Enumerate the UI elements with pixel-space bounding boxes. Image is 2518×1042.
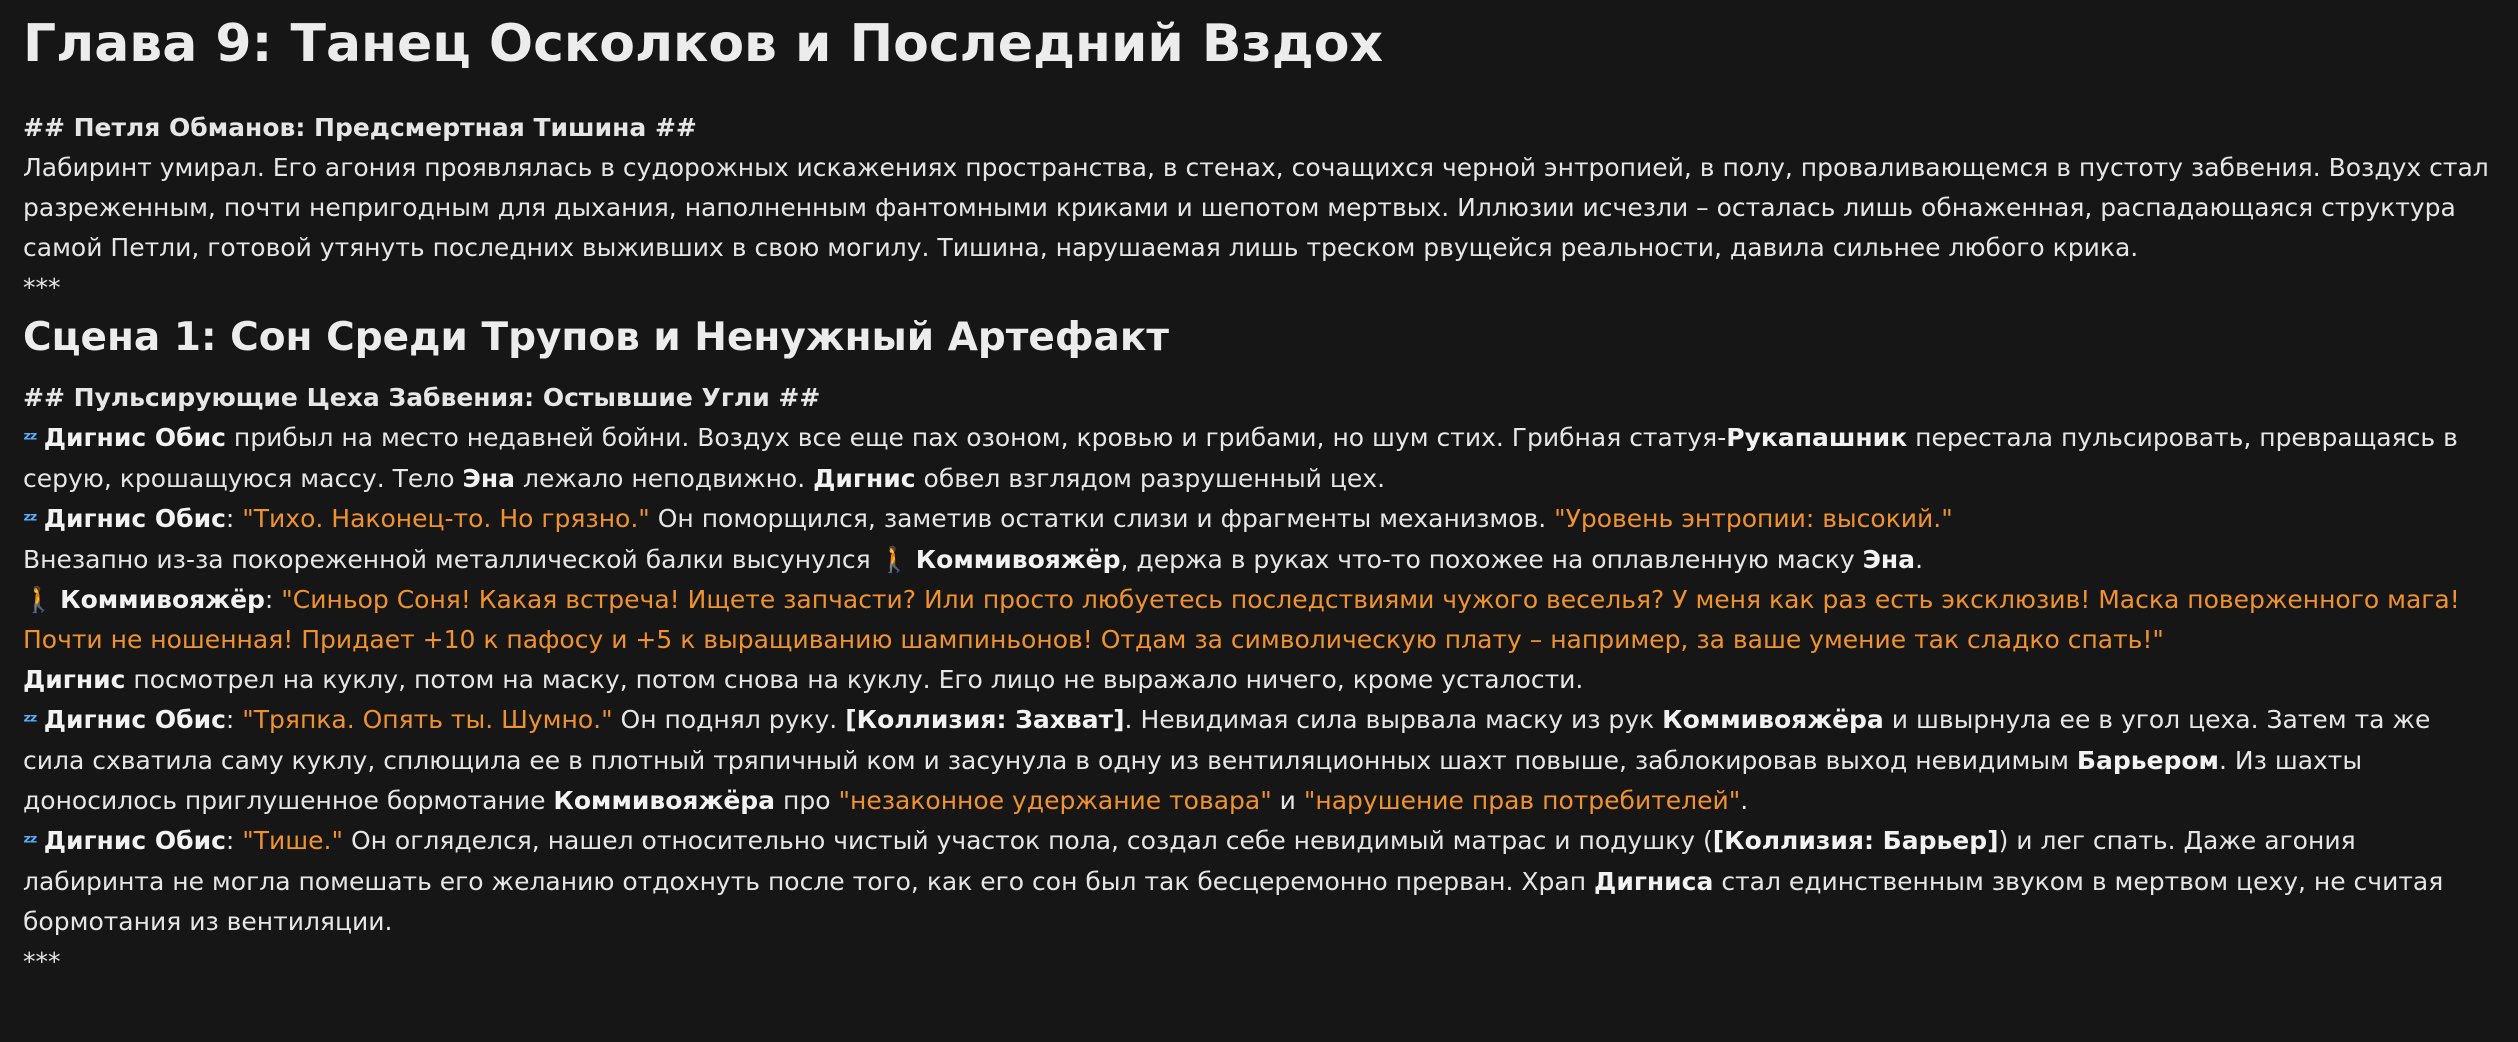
bold-name: Коммивояжёра bbox=[1662, 705, 1884, 734]
intro-paragraph: Лабиринт умирал. Его агония проявлялась в судорожных искажениях пространства, в стенах, сочащихся черной энтропией, в полу, проваливающемся в пустоту забвения. Воздух стал разреженным, почти непригодным для дыхания, наполненным фантомными криками и шепотом мертвых. Иллюзии исчезли – осталась лишь обнаженная, распадающаяся структура самой Петли, готовой утянуть последних выживших в свою могилу. Тишина, нарушаемая лишь треском рвущейся реальности, давила сильнее любого крика. bbox=[23, 153, 2489, 262]
text: . Из шахты доносилось приглушенное бормотание bbox=[23, 746, 2363, 815]
walking-person-icon: 🚶 bbox=[23, 585, 55, 614]
quote: "Тряпка. Опять ты. Шумно." bbox=[242, 705, 613, 734]
paragraph-4 bbox=[23, 580, 2495, 660]
text: : bbox=[225, 705, 243, 734]
bold-name: Рукапашник bbox=[1726, 423, 1908, 452]
text: , держа в руках что-то похожее на оплавленную маску bbox=[1120, 545, 1863, 574]
bold-name: Барьером bbox=[2076, 746, 2219, 775]
bold-text: [Коллизия: Барьер] bbox=[1712, 826, 1999, 855]
section-subtitle: ## Петля Обманов: Предсмертная Тишина ## bbox=[23, 113, 697, 142]
bold-name: Коммивояжёра bbox=[553, 786, 776, 815]
speaker-name: Дигнис Обис bbox=[43, 423, 226, 452]
paragraph-1 bbox=[23, 418, 2495, 499]
text: лежало неподвижно. bbox=[515, 464, 814, 493]
sleep-icon: ᶻᶻ bbox=[23, 709, 36, 733]
scene-title: Сцена 1: Сон Среди Трупов и Ненужный Артефакт bbox=[23, 315, 1169, 360]
paragraph-7 bbox=[23, 821, 2495, 942]
bold-name: Дигниса bbox=[1594, 867, 1714, 896]
speaker-name: Коммивояжёр bbox=[60, 585, 265, 614]
text: и bbox=[1271, 786, 1304, 815]
sleep-icon: ᶻᶻ bbox=[23, 508, 36, 532]
text: стал единственным звуком в мертвом цеху, не считая бормотания из вентиляции. bbox=[23, 867, 2444, 936]
text: ) и лег спать. Даже агония лабиринта не могла помешать его желанию отдохнуть после того, как его сон был так бесцеремонно прерван. Храп bbox=[23, 826, 2356, 896]
text: про bbox=[775, 786, 839, 815]
speaker-name: Дигнис Обис bbox=[43, 826, 226, 855]
text: Внезапно из-за покореженной металлической балки высунулся bbox=[23, 545, 879, 574]
bold-name: Коммивояжёр bbox=[915, 545, 1121, 574]
paragraph-3 bbox=[23, 540, 2495, 580]
text: Он огляделся, нашел относительно чистый участок пола, создал себе невидимый матрас и подушку ( bbox=[343, 826, 1713, 855]
speaker-name: Дигнис Обис bbox=[43, 705, 226, 734]
sleep-icon: ᶻᶻ bbox=[23, 830, 36, 854]
walking-person-icon: 🚶 bbox=[878, 545, 910, 574]
bold-name: Дигнис bbox=[813, 464, 916, 493]
text: перестала пульсировать, превращаясь в серую, крошащуюся массу. Тело bbox=[23, 423, 2458, 493]
bold-name: Дигнис bbox=[23, 665, 126, 694]
paragraph-2 bbox=[23, 499, 2495, 540]
sleep-icon: ᶻᶻ bbox=[23, 427, 36, 451]
bold-name: Эна bbox=[1862, 545, 1916, 574]
text: Он поднял руку. bbox=[612, 705, 846, 734]
bold-text: [Коллизия: Захват] bbox=[845, 705, 1125, 734]
separator: *** bbox=[23, 947, 61, 976]
text: : bbox=[264, 585, 282, 614]
text: посмотрел на куклу, потом на маску, потом снова на куклу. Его лицо не выражало ничего, кроме усталости. bbox=[125, 665, 1584, 694]
quote: "Уровень энтропии: высокий." bbox=[1554, 504, 1953, 533]
text: Он поморщился, заметив остатки слизи и фрагменты механизмов. bbox=[649, 504, 1555, 533]
text: прибыл на место недавней бойни. Воздух все еще пах озоном, кровью и грибами, но шум стих. Грибная статуя- bbox=[225, 423, 1727, 452]
quote: "Тише." bbox=[242, 826, 344, 855]
paragraph-5 bbox=[23, 660, 2495, 700]
bold-name: Эна bbox=[462, 464, 516, 493]
scene-subtitle: ## Пульсирующие Цеха Забвения: Остывшие Угли ## bbox=[23, 383, 821, 412]
text: и швырнула ее в угол цеха. Затем та же сила схватила саму куклу, сплющила ее в плотный тряпичный ком и засунула в одну из вентиляционных шахт повыше, заблокировав выход невидимым bbox=[23, 705, 2431, 775]
text: . bbox=[1915, 545, 1924, 574]
quote: "нарушение прав потребителей" bbox=[1303, 786, 1741, 815]
text: . bbox=[1740, 786, 1749, 815]
separator: *** bbox=[23, 273, 61, 302]
speaker-name: Дигнис Обис bbox=[43, 504, 226, 533]
quote: "Синьор Соня! Какая встреча! Ищете запчасти? Или просто любуетесь последствиями чужого веселья? У меня как раз есть эксклюзив! Маска поверженного мага! Почти не ношенная! Придает +10 к пафосу и +5 к выращиванию шампиньонов! Отдам за символическую плату – например, за ваше умение так сладко спать!" bbox=[23, 585, 2460, 654]
quote: "Тихо. Наконец-то. Но грязно." bbox=[242, 504, 650, 533]
paragraph-6 bbox=[23, 700, 2495, 821]
text: обвел взглядом разрушенный цех. bbox=[915, 464, 1386, 493]
chapter-title: Глава 9: Танец Осколков и Последний Вздох bbox=[23, 14, 1384, 74]
text: . Невидимая сила вырвала маску из рук bbox=[1124, 705, 1663, 734]
text: : bbox=[225, 826, 243, 855]
text: : bbox=[225, 504, 243, 533]
quote: "незаконное удержание товара" bbox=[838, 786, 1272, 815]
